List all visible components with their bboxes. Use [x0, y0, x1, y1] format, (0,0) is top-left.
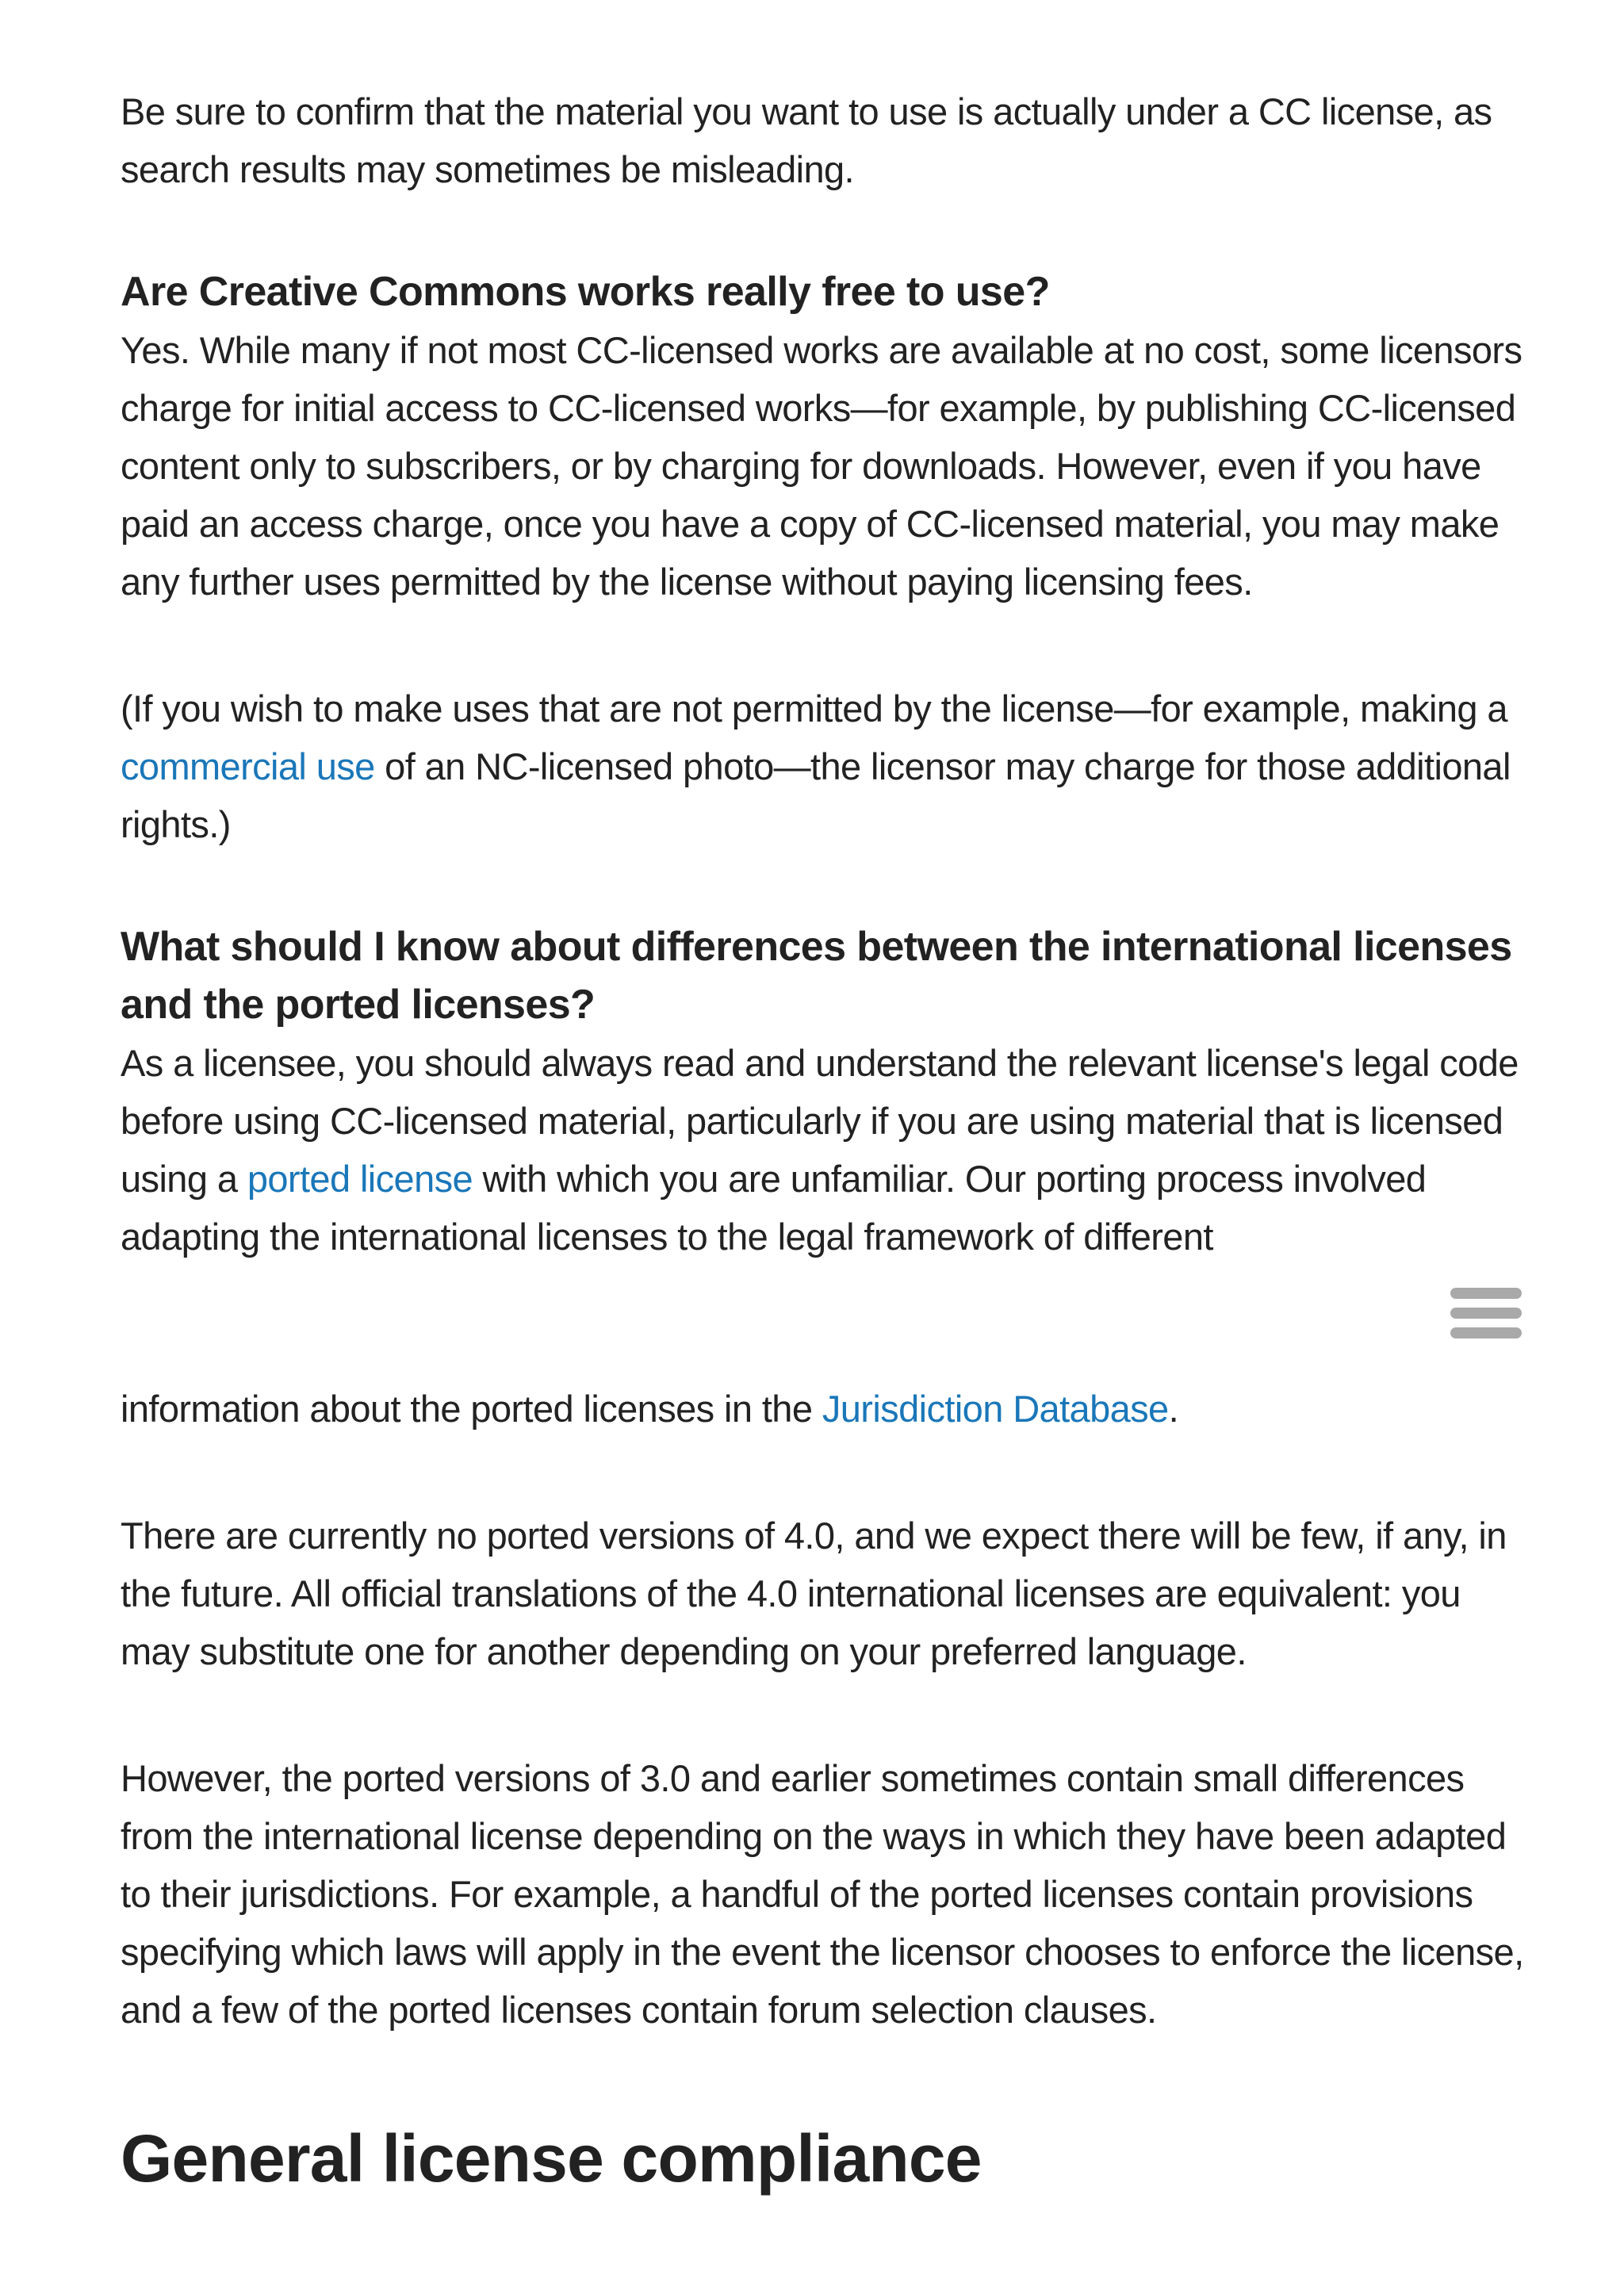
clipped-text-gap: [121, 1266, 1524, 1380]
ported-text-end: with which you are unfamiliar. Our porting process involved adapting the international licenses to the legal framework of different: [121, 1158, 1427, 1258]
ported-license-link[interactable]: ported license: [247, 1158, 473, 1200]
jurisdiction-text-start: information about the ported licenses in the: [121, 1388, 822, 1430]
intro-paragraph: Be sure to confirm that the material you want to use is actually under a CC license, as search results may sometimes be misleading.: [121, 90, 1492, 190]
jurisdiction-paragraph: [121, 1380, 1524, 1438]
hamburger-menu-icon[interactable]: [1448, 1283, 1524, 1343]
additional-rights-text-start: (If you wish to make uses that are not permitted by the license—for example, making a: [121, 687, 1507, 730]
section-heading-general-compliance: General license compliance: [121, 2121, 982, 2196]
ported-licensee-paragraph: [121, 1034, 1524, 1266]
additional-rights-text-end: of an NC-licensed photo—the licensor may charge for those additional rights.): [121, 745, 1511, 845]
menu-bar-middle: [1450, 1308, 1522, 1319]
jurisdiction-database-link[interactable]: Jurisdiction Database: [822, 1388, 1169, 1430]
ported-3-0-paragraph: However, the ported versions of 3.0 and earlier sometimes contain small differences from the international license depending on the ways in which they have been adapted to their jurisdictions. For example, a handful of the ported licenses contain provisions specifying which laws will apply in the event the licensor chooses to enforce the license, and a few of the ported licenses contain forum selection clauses.: [121, 1757, 1524, 2031]
commercial-use-link[interactable]: commercial use: [121, 745, 375, 787]
menu-bar-bottom: [1450, 1327, 1522, 1338]
free-to-use-paragraph: Yes. While many if not most CC-licensed works are available at no cost, some licensors charge for initial access to CC-licensed works—for example, by publishing CC-licensed content only to subscribers, or by charging for downloads. However, even if you have paid an access charge, once you have a copy of CC-licensed material, you may make any further uses permitted by the license without paying licensing fees.: [121, 329, 1522, 603]
article-content: [121, 82, 1524, 2202]
ported-4-0-paragraph: There are currently no ported versions of 4.0, and we expect there will be few, if any, in the future. All official translations of the 4.0 international licenses are equivalent: you may substitute one for another depending on your preferred language.: [121, 1515, 1507, 1672]
additional-rights-paragraph: [121, 680, 1524, 853]
menu-bar-top: [1450, 1288, 1522, 1299]
jurisdiction-text-end: .: [1168, 1388, 1179, 1430]
ported-text-start: As a licensee, you should always read and understand the relevant license's legal code before using CC-licensed material, particularly if you are using material that is licensed using a: [121, 1042, 1519, 1200]
faq-heading-ported-licenses: What should I know about differences between the international licenses and the ported licenses?: [121, 924, 1512, 1028]
faq-heading-free-to-use: Are Creative Commons works really free to use?: [121, 269, 1050, 315]
